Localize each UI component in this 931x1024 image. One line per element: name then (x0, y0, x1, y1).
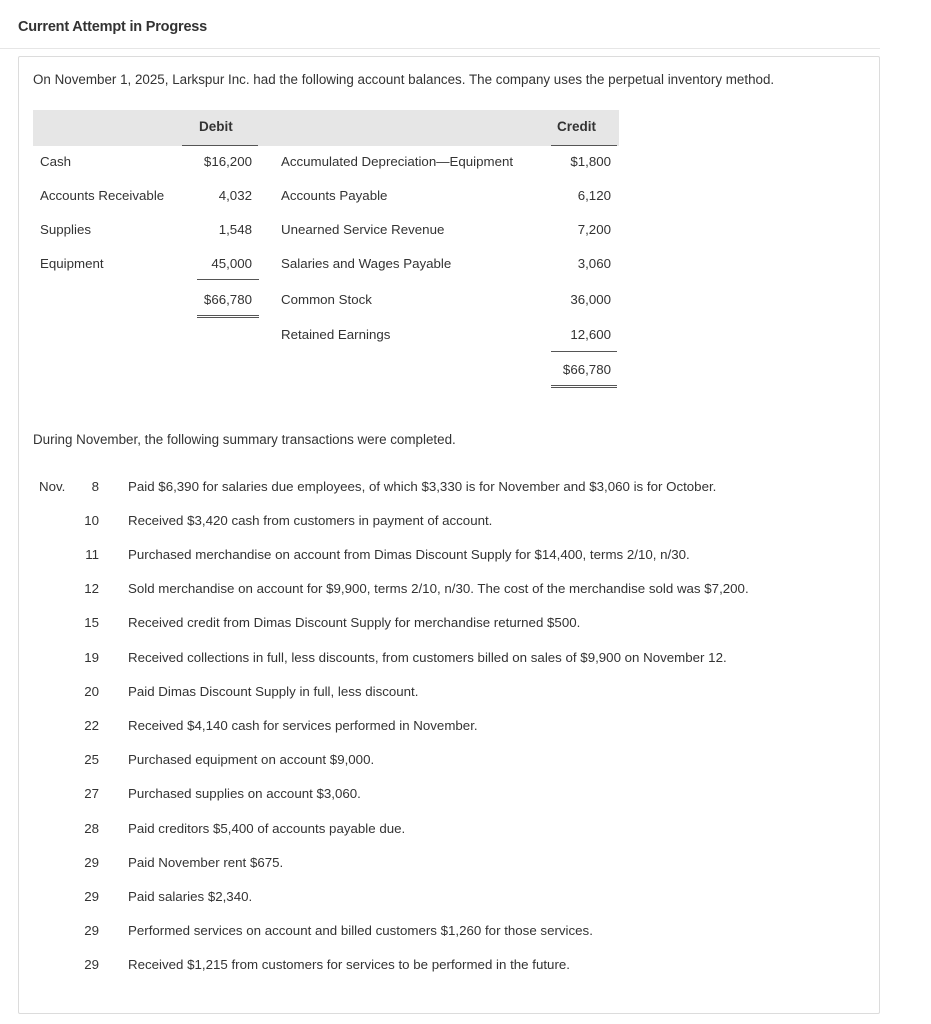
transactions-intro: During November, the following summary transactions were completed. (33, 432, 456, 447)
transaction-text: Paid Dimas Discount Supply in full, less discount. (128, 684, 419, 699)
transaction-text: Sold merchandise on account for $9,900, terms 2/10, n/30. The cost of the merchandise sold was $7,200. (128, 581, 749, 596)
debit-total: $66,780 (203, 292, 252, 307)
page-title: Current Attempt in Progress (18, 19, 208, 35)
debit-account: Cash (40, 154, 72, 169)
credit-amount: 36,000 (570, 292, 611, 307)
transaction-day: 8 (91, 479, 99, 494)
credit-header-rule (551, 145, 617, 146)
credit-header: Credit (557, 119, 597, 134)
credit-subtotal-rule (551, 351, 617, 352)
transaction-text: Paid November rent $675. (128, 855, 284, 870)
debit-subtotal-rule (197, 279, 259, 280)
debit-account: Accounts Receivable (40, 188, 165, 203)
transaction-text: Purchased equipment on account $9,000. (128, 752, 375, 767)
debit-amount: 45,000 (211, 256, 252, 271)
debit-amount: 1,548 (218, 222, 252, 237)
credit-total-double-rule (551, 385, 617, 388)
credit-account: Retained Earnings (281, 327, 391, 342)
transaction-text: Paid $6,390 for salaries due employees, of which $3,330 is for November and $3,060 is for October. (128, 479, 717, 494)
debit-amount: $16,200 (203, 154, 252, 169)
problem-card (18, 56, 880, 1014)
debit-amount: 4,032 (218, 188, 252, 203)
transaction-day: 29 (84, 957, 99, 972)
intro-text: On November 1, 2025, Larkspur Inc. had the following account balances. The company uses the perpetual inventory method. (33, 72, 775, 87)
transaction-day: 20 (84, 684, 99, 699)
credit-account: Accumulated Depreciation—Equipment (281, 154, 514, 169)
transaction-day: 11 (85, 547, 99, 562)
balance-table-header (33, 110, 619, 146)
transaction-day: 10 (84, 513, 99, 528)
transaction-text: Received credit from Dimas Discount Supply for merchandise returned $500. (128, 615, 581, 630)
transaction-day: 15 (84, 615, 99, 630)
credit-account: Salaries and Wages Payable (281, 256, 452, 271)
transaction-day: 25 (84, 752, 99, 767)
debit-header-rule (182, 145, 258, 146)
transaction-day: 19 (84, 650, 99, 665)
credit-amount: 12,600 (570, 327, 611, 342)
transaction-text: Received collections in full, less discounts, from customers billed on sales of $9,900 on November 12. (128, 650, 727, 665)
header-bar (0, 0, 880, 49)
transaction-text: Received $1,215 from customers for services to be performed in the future. (128, 957, 570, 972)
transaction-text: Purchased supplies on account $3,060. (128, 786, 361, 801)
credit-amount: 6,120 (577, 188, 611, 203)
transaction-day: 22 (84, 718, 99, 733)
transaction-day: 12 (84, 581, 99, 596)
credit-amount: 7,200 (577, 222, 611, 237)
transaction-day: 29 (84, 923, 99, 938)
debit-account: Supplies (40, 222, 92, 237)
credit-account: Unearned Service Revenue (281, 222, 445, 237)
transaction-day: 27 (84, 786, 99, 801)
transaction-month: Nov. (39, 479, 66, 494)
credit-account: Accounts Payable (281, 188, 388, 203)
transaction-text: Purchased merchandise on account from Dimas Discount Supply for $14,400, terms 2/10, n/30. (128, 547, 690, 562)
transaction-text: Performed services on account and billed customers $1,260 for those services. (128, 923, 593, 938)
credit-amount: $1,800 (570, 154, 611, 169)
credit-account: Common Stock (281, 292, 372, 307)
debit-account: Equipment (40, 256, 104, 271)
debit-total-double-rule (197, 315, 259, 318)
transaction-day: 28 (84, 821, 99, 836)
debit-header: Debit (199, 119, 233, 134)
transaction-text: Received $3,420 cash from customers in payment of account. (128, 513, 493, 528)
transaction-day: 29 (84, 889, 99, 904)
credit-amount: 3,060 (577, 256, 611, 271)
transaction-text: Paid salaries $2,340. (128, 889, 253, 904)
credit-total: $66,780 (562, 362, 611, 377)
transaction-text: Received $4,140 cash for services performed in November. (128, 718, 478, 733)
transaction-day: 29 (84, 855, 99, 870)
transaction-text: Paid creditors $5,400 of accounts payable due. (128, 821, 406, 836)
